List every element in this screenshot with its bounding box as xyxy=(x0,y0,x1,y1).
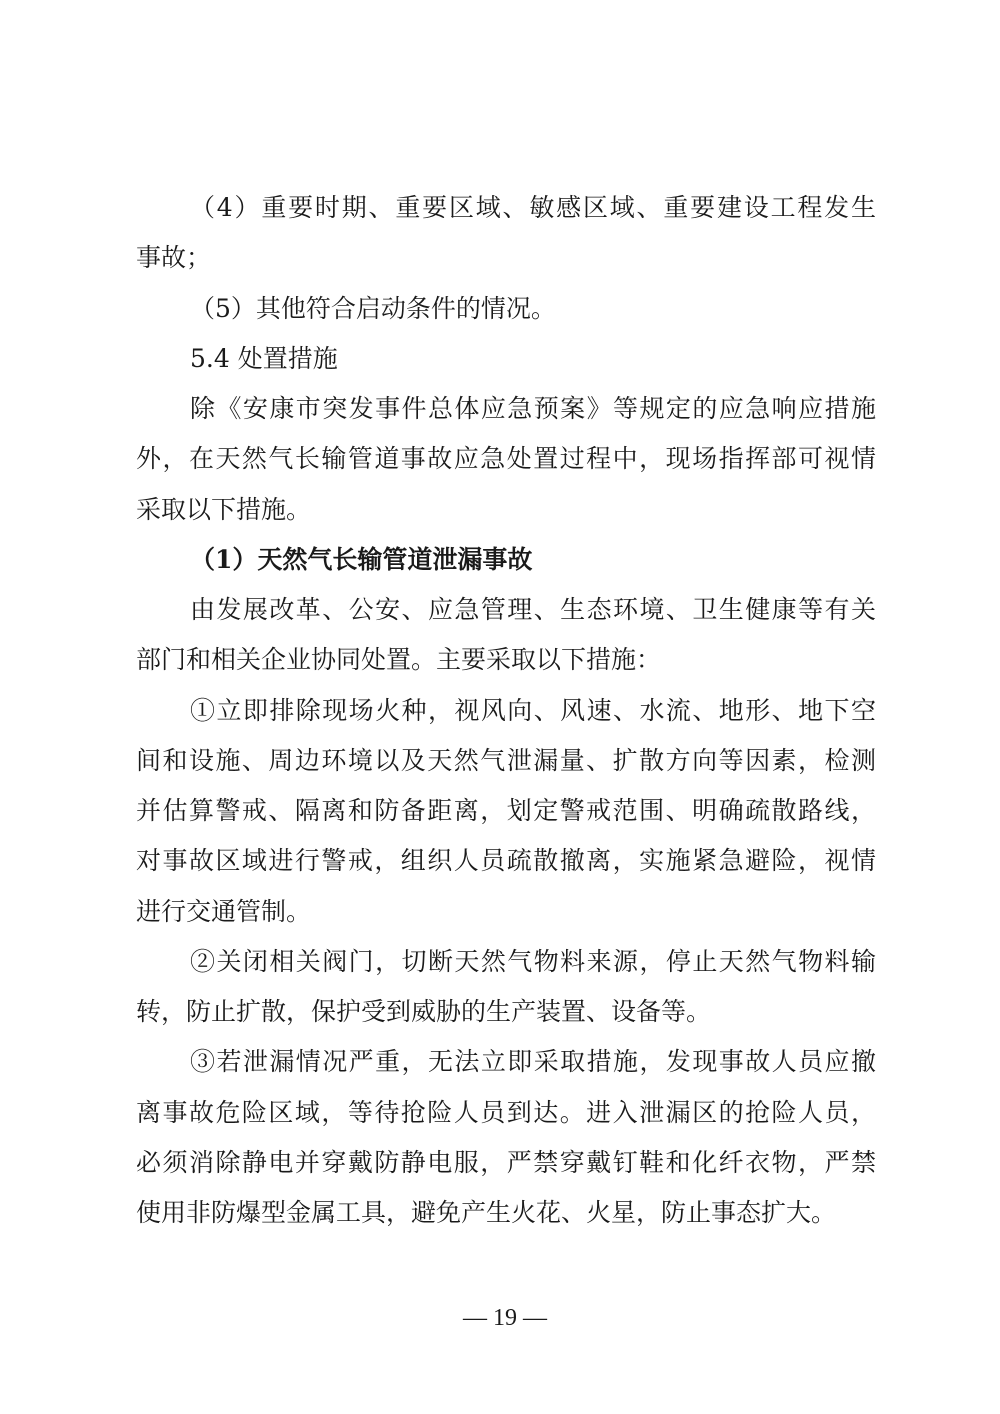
text-line: 由发展改革、公安、应急管理、生态环境、卫生健康等有关 xyxy=(190,595,876,624)
text-line: 事故； xyxy=(136,243,212,273)
text-line: （4）重要时期、重要区域、敏感区域、重要建设工程发生 xyxy=(190,193,876,222)
paragraph xyxy=(136,284,876,334)
text-line: 离事故危险区域，等待抢险人员到达。进入泄漏区的抢险人员， xyxy=(136,1097,876,1127)
text-line: （1）天然气长输管道泄漏事故 xyxy=(190,544,533,574)
text-line: ①立即排除现场火种，视风向、风速、水流、地形、地下空 xyxy=(190,695,876,725)
text-line: ②关闭相关阀门，切断天然气物料来源，停止天然气物料输 xyxy=(190,946,876,976)
paragraph xyxy=(136,183,876,284)
paragraph xyxy=(136,384,876,535)
text-line: 必须消除静电并穿戴防静电服，严禁穿戴钉鞋和化纤衣物，严禁 xyxy=(136,1147,876,1177)
text-line: 间和设施、周边环境以及天然气泄漏量、扩散方向等因素，检测 xyxy=(136,745,876,775)
paragraph xyxy=(136,1037,876,1238)
text-line: 5.4 处置措施 xyxy=(190,343,338,373)
page-number: — 19 — xyxy=(463,1305,547,1331)
paragraph xyxy=(136,585,876,686)
paragraph xyxy=(136,686,876,937)
text-line: 除《安康市突发事件总体应急预案》等规定的应急响应措施 xyxy=(190,394,876,423)
text-line: 进行交通管制。 xyxy=(136,896,312,926)
text-line: ③若泄漏情况严重，无法立即采取措施，发现事故人员应撤 xyxy=(190,1047,876,1077)
text-line: 对事故区域进行警戒，组织人员疏散撤离，实施紧急避险，视情 xyxy=(136,846,876,876)
document-body xyxy=(136,183,876,1238)
section-heading xyxy=(136,334,876,384)
subsection-heading xyxy=(136,535,876,585)
text-line: （5）其他符合启动条件的情况。 xyxy=(190,293,556,323)
text-line: 部门和相关企业协同处置。主要采取以下措施： xyxy=(136,645,662,675)
text-line: 并估算警戒、隔离和防备距离，划定警戒范围、明确疏散路线， xyxy=(136,796,876,825)
text-line: 转，防止扩散，保护受到威胁的生产装置、设备等。 xyxy=(136,997,712,1026)
paragraph xyxy=(136,937,876,1038)
text-line: 外，在天然气长输管道事故应急处置过程中，现场指挥部可视情 xyxy=(136,444,876,474)
text-line: 使用非防爆型金属工具，避免产生火花、火星，防止事态扩大。 xyxy=(136,1198,837,1227)
text-line: 采取以下措施。 xyxy=(136,494,312,524)
